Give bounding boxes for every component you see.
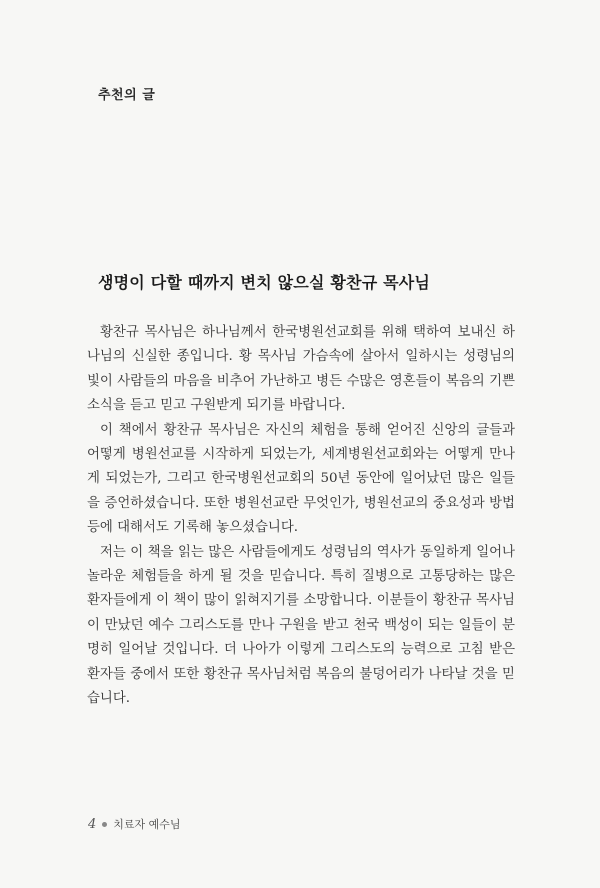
page-footer [88,816,181,832]
paragraph: 저는 이 책을 읽는 많은 사람들에게도 성령님의 역사가 동일하게 일어나 놀라운 체험들을 하게 될 것을 믿습니다. 특히 질병으로 고통당하는 많은 환자들에게 이 책이 많이 읽혀지기를 소망합니다. 이분들이 황찬규 목사님이 만났던 예수 그리스도를 만나 구원을 받고 천국 백성이 되는 일들이 분명히 일어날 것입니다. 더 나아가 이렇게 그리스도의 능력으로 고침 받은 환자들 중에서 또한 황찬규 목사님처럼 복음의 불덩어리가 나타날 것을 믿습니다. [87,544,515,707]
bullet-dot-icon [102,822,107,827]
paragraph: 황찬규 목사님은 하나님께서 한국병원선교회를 위해 택하여 보내신 하나님의 신실한 종입니다. 황 목사님 가슴속에 살아서 일하시는 성령님의 빛이 사람들의 마음을 비추어 가난하고 병든 수많은 영혼들이 복음의 기쁜 소식을 듣고 믿고 구원받게 되기를 바랍니다. [87,325,515,414]
book-title: 치료자 예수님 [113,818,181,831]
article-body [87,321,515,712]
page-number: 4 [88,816,97,832]
section-label: 추천의 글 [98,88,156,103]
article-title: 생명이 다할 때까지 변치 않으실 황찬규 목사님 [98,273,431,292]
paragraph: 이 책에서 황찬규 목사님은 자신의 체험을 통해 얻어진 신앙의 글들과 어떻게 병원선교를 시작하게 되었는가, 세계병원선교회와는 어떻게 만나게 되었는가, 그리고 한국병원선교회의 50년 동안에 일어났던 많은 일들을 증언하셨습니다. 또한 병원선교란 무엇인가, 병원선교의 중요성과 방법 등에 대해서도 기록해 놓으셨습니다. [87,422,515,536]
